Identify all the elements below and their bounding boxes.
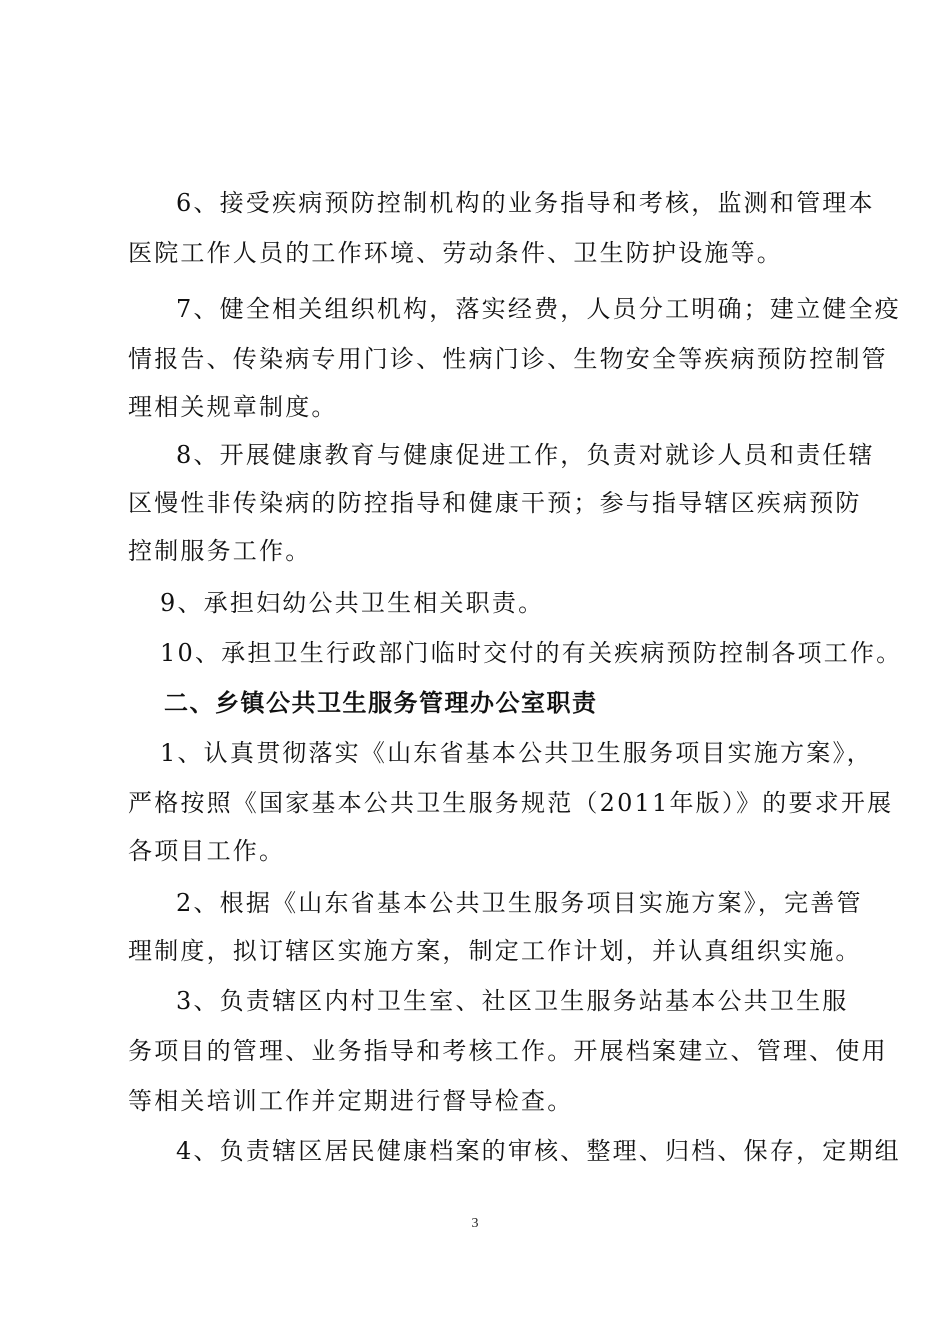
- section2-paragraph-2-line-2: 理制度，拟订辖区实施方案，制定工作计划，并认真组织实施。: [128, 937, 862, 965]
- section2-paragraph-4-line-1: 4、负责辖区居民健康档案的审核、整理、归档、保存，定期组: [176, 1137, 901, 1165]
- paragraph-10: 10、承担卫生行政部门临时交付的有关疾病预防控制各项工作。: [160, 639, 903, 667]
- paragraph-6-line-1: 6、接受疾病预防控制机构的业务指导和考核，监测和管理本: [176, 189, 875, 217]
- section2-paragraph-3-line-1: 3、负责辖区内村卫生室、社区卫生服务站基本公共卫生服: [176, 987, 849, 1015]
- paragraph-8-line-2: 区慢性非传染病的防控指导和健康干预；参与指导辖区疾病预防: [128, 489, 862, 517]
- paragraph-7-line-1: 7、健全相关组织机构，落实经费，人员分工明确；建立健全疫: [176, 295, 901, 323]
- section-heading: 二、乡镇公共卫生服务管理办公室职责: [164, 689, 598, 717]
- section2-paragraph-1-line-3: 各项目工作。: [128, 837, 286, 865]
- section2-paragraph-2-line-1: 2、根据《山东省基本公共卫生服务项目实施方案》，完善管: [176, 889, 863, 917]
- paragraph-6-line-2: 医院工作人员的工作环境、劳动条件、卫生防护设施等。: [128, 239, 783, 267]
- paragraph-9: 9、承担妇幼公共卫生相关职责。: [160, 589, 545, 617]
- section2-paragraph-3-line-2: 务项目的管理、业务指导和考核工作。开展档案建立、管理、使用: [128, 1037, 888, 1065]
- section2-paragraph-3-line-3: 等相关培训工作并定期进行督导检查。: [128, 1087, 574, 1115]
- section2-paragraph-1-line-2: 严格按照《国家基本公共卫生服务规范（2011年版）》的要求开展: [128, 789, 894, 817]
- paragraph-8-line-3: 控制服务工作。: [128, 537, 312, 565]
- section2-paragraph-1-line-1: 1、认真贯彻落实《山东省基本公共卫生服务项目实施方案》，: [160, 739, 873, 767]
- page-number: 3: [471, 1216, 479, 1231]
- paragraph-7-line-2: 情报告、传染病专用门诊、性病门诊、生物安全等疾病预防控制管: [128, 345, 888, 373]
- paragraph-7-line-3: 理相关规章制度。: [128, 393, 338, 421]
- paragraph-8-line-1: 8、开展健康教育与健康促进工作，负责对就诊人员和责任辖: [176, 441, 875, 469]
